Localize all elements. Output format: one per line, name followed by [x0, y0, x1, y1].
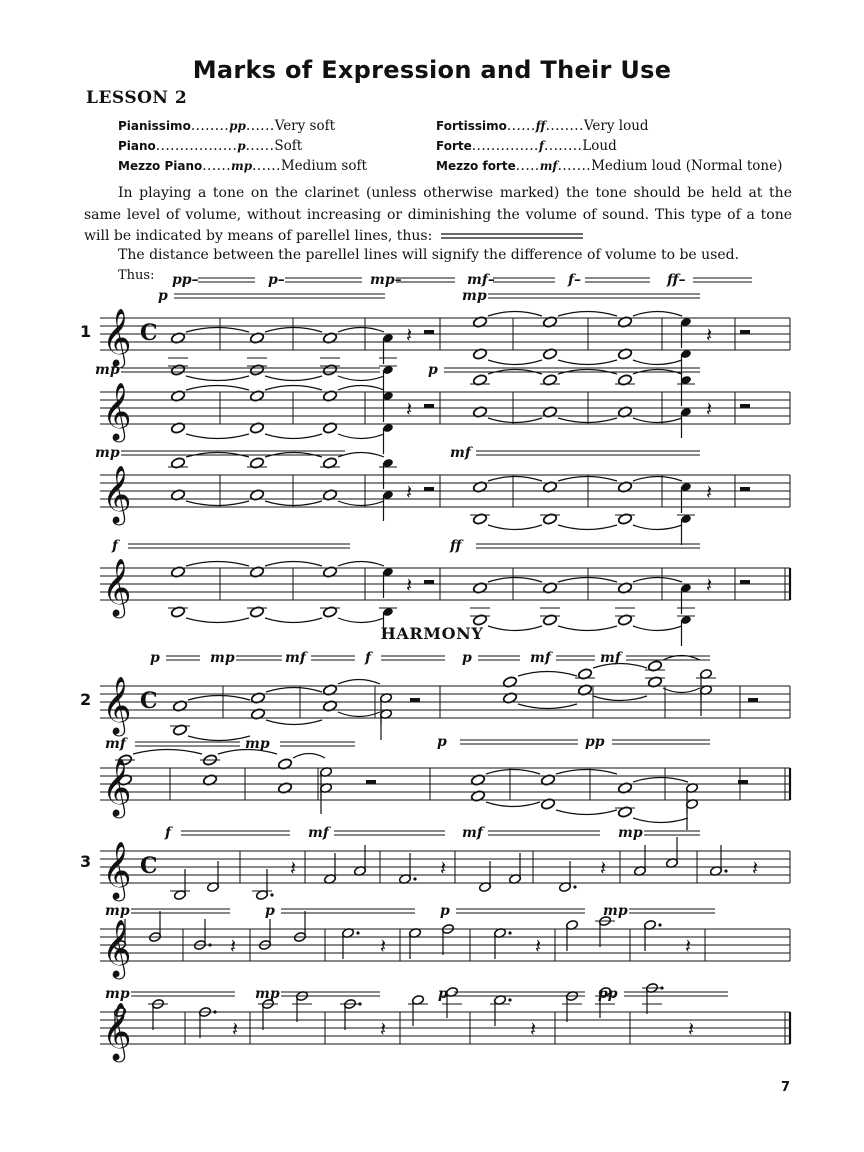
thus-label: Thus:: [118, 268, 155, 283]
dynamic-meaning: Soft: [274, 138, 303, 154]
tie-slur: [518, 704, 577, 709]
explanation-text: In playing a tone on the clarinet (unless otherwise marked) the tone should be held at the same level of volume, without increasing or diminishing the volume of sound. This type of a tone will be indicated by means of parellel lines, thus:: [84, 185, 792, 244]
treble-clef-icon: 𝄞: [102, 382, 132, 440]
dotted-note-dot: [413, 877, 416, 880]
dynamic-symbol: f: [538, 139, 544, 153]
treble-clef-icon: 𝄞: [102, 758, 132, 816]
dynamic-mark: f–: [568, 272, 582, 288]
dynamic-mark: p: [438, 986, 448, 1002]
quarter-rest-icon: 𝄽: [380, 934, 387, 958]
tie-slur: [556, 810, 617, 815]
tie-slur: [593, 696, 647, 701]
dynamic-meaning: Very loud: [583, 118, 649, 134]
half-rest-icon: [424, 487, 434, 491]
dynamic-mark: mf: [462, 825, 483, 841]
leader-dots: ......: [202, 158, 232, 174]
dynamic-meaning: Loud: [582, 138, 617, 154]
dynamic-mark: p: [150, 650, 160, 666]
dynamic-mark: f: [165, 825, 172, 841]
tie-slur: [338, 618, 384, 623]
leader-dots: ......: [245, 118, 275, 134]
dynamic-mark: p–: [268, 272, 285, 288]
tie-slur: [488, 578, 542, 583]
tie-slur: [186, 376, 249, 381]
tie-slur: [186, 434, 249, 439]
tie-slur: [338, 501, 384, 506]
tie-slur: [633, 418, 682, 423]
half-rest-icon: [738, 780, 748, 784]
dynamic-mark: mp: [245, 736, 270, 752]
exercise-number: 2: [80, 690, 92, 709]
tie-slur: [188, 736, 250, 741]
dynamic-term: Pianissimo: [118, 119, 191, 133]
treble-clef-icon: 𝄞: [102, 465, 132, 523]
quarter-rest-icon: 𝄽: [706, 323, 713, 347]
dynamic-mark: mp: [95, 362, 120, 378]
tie-slur: [633, 778, 688, 783]
treble-clef-icon: 𝄞: [102, 308, 132, 366]
treble-clef-icon: 𝄞: [102, 676, 132, 734]
leader-dots: ........: [544, 138, 583, 154]
tie-slur: [633, 626, 682, 631]
page-number: 7: [780, 1080, 790, 1095]
half-rest-icon: [740, 404, 750, 408]
dotted-note-dot: [658, 923, 661, 926]
tie-slur: [338, 562, 384, 567]
dynamic-mark: p: [437, 734, 447, 750]
dotted-note-dot: [270, 893, 273, 896]
dotted-note-dot: [356, 931, 359, 934]
tie-slur: [633, 525, 682, 530]
tie-slur: [338, 712, 380, 717]
tie-slur: [186, 501, 249, 506]
tie-slur: [663, 688, 700, 693]
dynamic-term: Mezzo forte: [436, 159, 516, 173]
treble-clef-icon: 𝄞: [102, 919, 132, 977]
treble-clef-icon: 𝄞: [102, 841, 132, 899]
dynamic-mark: pp–: [172, 272, 199, 288]
dynamic-mark: p: [265, 903, 275, 919]
dotted-note-dot: [508, 998, 511, 1001]
tie-slur: [633, 360, 682, 365]
quarter-rest-icon: 𝄽: [688, 1017, 695, 1041]
tie-slur: [338, 328, 384, 333]
dynamic-mark: p: [158, 288, 168, 304]
tie-slur: [186, 618, 249, 623]
dynamic-mark: mp: [210, 650, 235, 666]
quarter-rest-icon: 𝄽: [600, 856, 607, 880]
dotted-note-dot: [660, 986, 663, 989]
quarter-rest-icon: 𝄽: [706, 573, 713, 597]
dynamic-symbol: pp: [229, 119, 246, 133]
tie-slur: [188, 696, 250, 701]
tie-slur: [518, 672, 577, 677]
tie-slur: [558, 312, 617, 317]
tie-slur: [265, 386, 322, 391]
tie-slur: [558, 626, 617, 631]
quarter-rest-icon: 𝄽: [406, 323, 413, 347]
quarter-rest-icon: 𝄽: [706, 480, 713, 504]
dynamic-mark: pp: [598, 986, 618, 1002]
tie-slur: [488, 626, 542, 631]
dynamic-mark: mp: [603, 903, 628, 919]
dynamic-meaning: Medium loud (Normal tone): [591, 158, 783, 174]
tie-slur: [486, 802, 540, 807]
tie-slur: [265, 618, 322, 623]
tie-slur: [186, 386, 249, 391]
tie-slur: [338, 386, 384, 391]
dynamic-meaning: Medium soft: [280, 158, 367, 174]
dynamic-mark: mf: [308, 825, 329, 841]
leader-dots: ......: [506, 118, 536, 134]
tie-slur: [633, 578, 682, 583]
quarter-rest-icon: 𝄽: [685, 934, 692, 958]
dynamic-mark: mf: [285, 650, 306, 666]
dotted-note-dot: [724, 869, 727, 872]
leader-dots: ......: [245, 138, 275, 154]
exercise-number: 1: [80, 322, 92, 341]
dynamic-term: Forte: [436, 139, 472, 153]
tie-slur: [265, 434, 322, 439]
leader-dots: ..............: [471, 138, 539, 154]
dynamic-mark: mp–: [370, 272, 402, 288]
tie-slur: [186, 328, 249, 333]
half-rest-icon: [740, 487, 750, 491]
quarter-rest-icon: 𝄽: [406, 480, 413, 504]
dynamic-mark: mf: [530, 650, 551, 666]
quarter-rest-icon: 𝄽: [406, 573, 413, 597]
dynamic-meaning: Very soft: [274, 118, 336, 134]
dynamic-mark: mp: [462, 288, 487, 304]
page-title: Marks of Expression and Their Use: [192, 56, 672, 84]
tie-slur: [558, 360, 617, 365]
time-signature: C: [140, 853, 158, 879]
exercise-number: 3: [80, 852, 92, 871]
tie-slur: [338, 680, 380, 685]
dotted-note-dot: [213, 1010, 216, 1013]
dotted-note-dot: [208, 943, 211, 946]
tie-slur: [293, 754, 325, 759]
dotted-note-dot: [508, 931, 511, 934]
dynamic-symbol: mf: [539, 159, 558, 173]
quarter-rest-icon: 𝄽: [406, 397, 413, 421]
tie-slur: [556, 770, 617, 775]
half-rest-icon: [410, 698, 420, 702]
harmony-heading: HARMONY: [380, 624, 484, 643]
tie-slur: [265, 376, 322, 381]
dynamic-term: Piano: [118, 139, 156, 153]
tie-slur: [266, 720, 322, 725]
quarter-rest-icon: 𝄽: [752, 856, 759, 880]
tie-slur: [558, 525, 617, 530]
dynamic-symbol: ff: [535, 119, 546, 133]
half-rest-icon: [424, 580, 434, 584]
dynamic-mark: p: [440, 903, 450, 919]
dynamic-mark: pp: [585, 734, 605, 750]
quarter-rest-icon: 𝄽: [232, 1017, 239, 1041]
leader-dots: .....: [515, 158, 540, 174]
time-signature: C: [140, 688, 158, 714]
dynamic-mark: mp: [255, 986, 280, 1002]
dynamic-term: Mezzo Piano: [118, 159, 203, 173]
dynamic-mark: ff: [450, 538, 462, 554]
dynamic-symbol: mp: [231, 159, 253, 173]
half-rest-icon: [740, 330, 750, 334]
time-signature: C: [140, 320, 158, 346]
tie-slur: [633, 477, 682, 482]
dynamic-mark: ff–: [667, 272, 686, 288]
half-rest-icon: [366, 780, 376, 784]
dynamic-mark: p: [428, 362, 438, 378]
dynamic-mark: mp: [618, 825, 643, 841]
quarter-rest-icon: 𝄽: [535, 934, 542, 958]
dynamic-mark: p: [462, 650, 472, 666]
dynamic-term: Fortissimo: [436, 119, 507, 133]
dynamic-mark: mf: [105, 736, 126, 752]
dynamic-mark: mp: [105, 986, 130, 1002]
treble-clef-icon: 𝄞: [102, 1002, 132, 1060]
tie-slur: [488, 525, 542, 530]
tie-slur: [338, 434, 384, 439]
tie-slur: [265, 562, 322, 567]
tie-slur: [338, 376, 384, 381]
leader-dots: .................: [155, 138, 238, 154]
distance-paragraph: The distance between the parellel lines will signify the difference of volume to be used.: [118, 247, 740, 263]
quarter-rest-icon: 𝄽: [290, 856, 297, 880]
dynamic-mark: mp: [105, 903, 130, 919]
tie-slur: [266, 688, 322, 693]
dynamic-mark: mf: [600, 650, 621, 666]
half-rest-icon: [424, 330, 434, 334]
dynamic-mark: mp: [95, 445, 120, 461]
tie-slur: [186, 562, 249, 567]
leader-dots: ......: [252, 158, 281, 174]
tie-slur: [488, 418, 542, 423]
quarter-rest-icon: 𝄽: [380, 1017, 387, 1041]
dynamic-symbol: p: [237, 139, 246, 153]
tie-slur: [633, 312, 682, 317]
tie-slur: [486, 770, 540, 775]
dotted-note-dot: [573, 885, 576, 888]
leader-dots: ........: [190, 118, 230, 134]
dynamic-mark: f: [365, 650, 372, 666]
treble-clef-icon: 𝄞: [102, 558, 132, 616]
dynamic-mark: f: [112, 538, 119, 554]
half-rest-icon: [424, 404, 434, 408]
lesson-heading: LESSON 2: [86, 88, 188, 108]
quarter-rest-icon: 𝄽: [530, 1017, 537, 1041]
leader-dots: ........: [545, 118, 584, 134]
tie-slur: [133, 750, 202, 755]
tie-slur: [488, 312, 542, 317]
quarter-rest-icon: 𝄽: [706, 397, 713, 421]
half-rest-icon: [740, 580, 750, 584]
tie-slur: [633, 818, 688, 823]
dotted-note-dot: [358, 1002, 361, 1005]
tie-slur: [488, 360, 542, 365]
quarter-rest-icon: 𝄽: [230, 934, 237, 958]
quarter-rest-icon: 𝄽: [440, 856, 447, 880]
leader-dots: .......: [557, 158, 592, 174]
dynamic-mark: mf: [450, 445, 471, 461]
tie-slur: [488, 477, 542, 482]
half-rest-icon: [748, 698, 758, 702]
dynamic-mark: mf–: [467, 272, 495, 288]
